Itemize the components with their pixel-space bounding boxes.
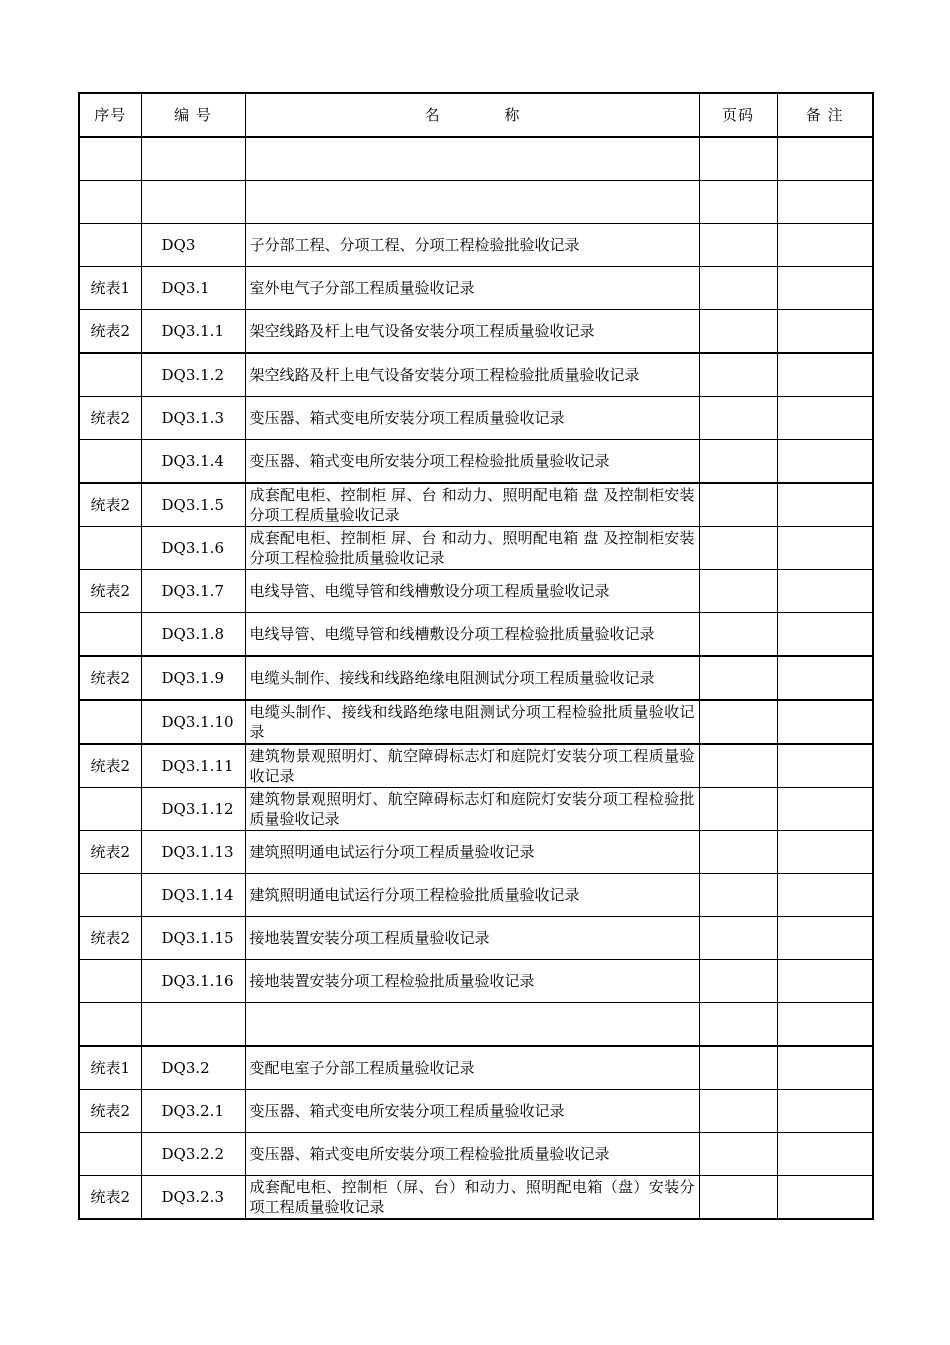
row-page-cell	[699, 788, 777, 831]
row-page-cell	[699, 1176, 777, 1220]
row-name-cell: 成套配电柜、控制柜（屏、台）和动力、照明配电箱（盘）安装分项工程质量验收记录	[245, 1176, 699, 1220]
row-name-cell: 电缆头制作、接线和线路绝缘电阻测试分项工程检验批质量验收记录	[245, 700, 699, 744]
row-seq-cell: 统表1	[79, 267, 141, 310]
row-code-cell: DQ3.2.1	[141, 1090, 245, 1133]
row-seq-cell	[79, 440, 141, 484]
table-row	[79, 1176, 873, 1220]
row-name-cell: 建筑照明通电试运行分项工程质量验收记录	[245, 831, 699, 874]
row-name-cell: 电缆头制作、接线和线路绝缘电阻测试分项工程质量验收记录	[245, 656, 699, 700]
row-page-cell	[699, 483, 777, 527]
row-note-cell	[777, 656, 873, 700]
row-name-cell: 接地装置安装分项工程质量验收记录	[245, 917, 699, 960]
row-note-cell	[777, 440, 873, 484]
row-code-cell: DQ3.1.14	[141, 874, 245, 917]
row-name-cell: 架空线路及杆上电气设备安装分项工程检验批质量验收记录	[245, 353, 699, 397]
table-row	[79, 613, 873, 657]
row-page-cell	[699, 1003, 777, 1047]
row-name-cell: 成套配电柜、控制柜 屏、台 和动力、照明配电箱 盘 及控制柜安装分项工程检验批质量验收记录	[245, 527, 699, 570]
row-page-cell	[699, 700, 777, 744]
row-seq-cell: 统表2	[79, 656, 141, 700]
row-note-cell	[777, 831, 873, 874]
row-code-cell: DQ3.2.2	[141, 1133, 245, 1176]
row-name-cell: 变压器、箱式变电所安装分项工程检验批质量验收记录	[245, 1133, 699, 1176]
row-name-cell: 电线导管、电缆导管和线槽敷设分项工程检验批质量验收记录	[245, 613, 699, 657]
row-seq-cell	[79, 1133, 141, 1176]
row-code-cell	[141, 137, 245, 181]
table-row	[79, 744, 873, 788]
row-seq-cell: 统表2	[79, 570, 141, 613]
row-page-cell	[699, 353, 777, 397]
row-page-cell	[699, 570, 777, 613]
row-page-cell	[699, 224, 777, 267]
row-page-cell	[699, 1046, 777, 1090]
table-row	[79, 656, 873, 700]
row-code-cell: DQ3.1.3	[141, 397, 245, 440]
row-code-cell: DQ3.1.6	[141, 527, 245, 570]
row-note-cell	[777, 874, 873, 917]
row-note-cell	[777, 1133, 873, 1176]
row-seq-cell	[79, 224, 141, 267]
row-name-cell: 接地装置安装分项工程检验批质量验收记录	[245, 960, 699, 1003]
header-row	[79, 93, 873, 137]
row-note-cell	[777, 1046, 873, 1090]
row-page-cell	[699, 527, 777, 570]
row-name-cell: 架空线路及杆上电气设备安装分项工程质量验收记录	[245, 310, 699, 354]
row-note-cell	[777, 1176, 873, 1220]
row-name-cell: 建筑物景观照明灯、航空障碍标志灯和庭院灯安装分项工程检验批质量验收记录	[245, 788, 699, 831]
row-code-cell: DQ3.2	[141, 1046, 245, 1090]
row-note-cell	[777, 570, 873, 613]
row-seq-cell	[79, 788, 141, 831]
row-name-cell: 电线导管、电缆导管和线槽敷设分项工程质量验收记录	[245, 570, 699, 613]
row-page-cell	[699, 1133, 777, 1176]
row-code-cell: DQ3.1.11	[141, 744, 245, 788]
table-row	[79, 874, 873, 917]
row-page-cell	[699, 1090, 777, 1133]
row-seq-cell	[79, 1003, 141, 1047]
row-seq-cell: 统表2	[79, 397, 141, 440]
row-page-cell	[699, 960, 777, 1003]
table-row	[79, 267, 873, 310]
row-page-cell	[699, 831, 777, 874]
row-page-cell	[699, 744, 777, 788]
row-page-cell	[699, 310, 777, 354]
table-row	[79, 1046, 873, 1090]
row-page-cell	[699, 874, 777, 917]
table-row	[79, 440, 873, 484]
table-row	[79, 397, 873, 440]
row-seq-cell: 统表2	[79, 744, 141, 788]
table-row	[79, 353, 873, 397]
row-note-cell	[777, 613, 873, 657]
row-note-cell	[777, 788, 873, 831]
row-name-cell	[245, 181, 699, 224]
row-page-cell	[699, 917, 777, 960]
row-seq-cell: 统表2	[79, 1176, 141, 1220]
row-seq-cell: 统表2	[79, 831, 141, 874]
row-name-cell: 变压器、箱式变电所安装分项工程质量验收记录	[245, 397, 699, 440]
table-row	[79, 700, 873, 744]
table-row	[79, 181, 873, 224]
table-row	[79, 1090, 873, 1133]
row-page-cell	[699, 397, 777, 440]
row-seq-cell: 统表2	[79, 483, 141, 527]
row-code-cell: DQ3.1.7	[141, 570, 245, 613]
table-row	[79, 570, 873, 613]
row-note-cell	[777, 310, 873, 354]
row-note-cell	[777, 917, 873, 960]
row-name-cell	[245, 1003, 699, 1047]
row-note-cell	[777, 527, 873, 570]
row-name-cell: 室外电气子分部工程质量验收记录	[245, 267, 699, 310]
row-note-cell	[777, 137, 873, 181]
row-code-cell: DQ3.2.3	[141, 1176, 245, 1220]
header-seq: 序号	[79, 93, 141, 137]
row-note-cell	[777, 744, 873, 788]
table-row	[79, 483, 873, 527]
row-name-cell: 变压器、箱式变电所安装分项工程检验批质量验收记录	[245, 440, 699, 484]
row-note-cell	[777, 397, 873, 440]
table-row	[79, 788, 873, 831]
row-page-cell	[699, 656, 777, 700]
records-table	[78, 92, 874, 1220]
table-row	[79, 831, 873, 874]
row-page-cell	[699, 267, 777, 310]
row-seq-cell	[79, 181, 141, 224]
row-seq-cell: 统表2	[79, 310, 141, 354]
row-code-cell: DQ3.1.12	[141, 788, 245, 831]
row-name-cell	[245, 137, 699, 181]
row-note-cell	[777, 181, 873, 224]
row-note-cell	[777, 224, 873, 267]
row-code-cell: DQ3.1.15	[141, 917, 245, 960]
row-page-cell	[699, 613, 777, 657]
row-seq-cell	[79, 700, 141, 744]
row-note-cell	[777, 483, 873, 527]
row-code-cell	[141, 181, 245, 224]
table-row	[79, 1003, 873, 1047]
table-row	[79, 1133, 873, 1176]
row-page-cell	[699, 440, 777, 484]
table-row	[79, 224, 873, 267]
row-code-cell: DQ3.1.16	[141, 960, 245, 1003]
header-code: 编 号	[141, 93, 245, 137]
row-name-cell: 建筑物景观照明灯、航空障碍标志灯和庭院灯安装分项工程质量验收记录	[245, 744, 699, 788]
row-note-cell	[777, 353, 873, 397]
row-code-cell: DQ3.1.13	[141, 831, 245, 874]
table-row	[79, 917, 873, 960]
row-seq-cell	[79, 527, 141, 570]
row-code-cell: DQ3.1.10	[141, 700, 245, 744]
row-seq-cell: 统表1	[79, 1046, 141, 1090]
table-row	[79, 310, 873, 354]
row-code-cell: DQ3.1.8	[141, 613, 245, 657]
row-code-cell: DQ3.1.9	[141, 656, 245, 700]
row-seq-cell: 统表2	[79, 917, 141, 960]
row-name-cell: 变压器、箱式变电所安装分项工程质量验收记录	[245, 1090, 699, 1133]
row-code-cell: DQ3.1.4	[141, 440, 245, 484]
table-row	[79, 960, 873, 1003]
row-note-cell	[777, 1090, 873, 1133]
row-name-cell: 子分部工程、分项工程、分项工程检验批验收记录	[245, 224, 699, 267]
row-note-cell	[777, 267, 873, 310]
row-page-cell	[699, 137, 777, 181]
header-note: 备 注	[777, 93, 873, 137]
row-page-cell	[699, 181, 777, 224]
row-code-cell	[141, 1003, 245, 1047]
table-row	[79, 137, 873, 181]
row-code-cell: DQ3	[141, 224, 245, 267]
row-seq-cell: 统表2	[79, 1090, 141, 1133]
row-name-cell: 建筑照明通电试运行分项工程检验批质量验收记录	[245, 874, 699, 917]
table-row	[79, 527, 873, 570]
row-code-cell: DQ3.1.5	[141, 483, 245, 527]
row-code-cell: DQ3.1.1	[141, 310, 245, 354]
table-body	[79, 137, 873, 1219]
row-name-cell: 变配电室子分部工程质量验收记录	[245, 1046, 699, 1090]
row-name-cell: 成套配电柜、控制柜 屏、台 和动力、照明配电箱 盘 及控制柜安装分项工程质量验收记录	[245, 483, 699, 527]
row-code-cell: DQ3.1	[141, 267, 245, 310]
row-note-cell	[777, 1003, 873, 1047]
row-note-cell	[777, 960, 873, 1003]
header-page: 页码	[699, 93, 777, 137]
row-note-cell	[777, 700, 873, 744]
row-seq-cell	[79, 874, 141, 917]
row-seq-cell	[79, 353, 141, 397]
header-name: 名 称	[245, 93, 699, 137]
row-code-cell: DQ3.1.2	[141, 353, 245, 397]
row-seq-cell	[79, 960, 141, 1003]
row-seq-cell	[79, 613, 141, 657]
row-seq-cell	[79, 137, 141, 181]
